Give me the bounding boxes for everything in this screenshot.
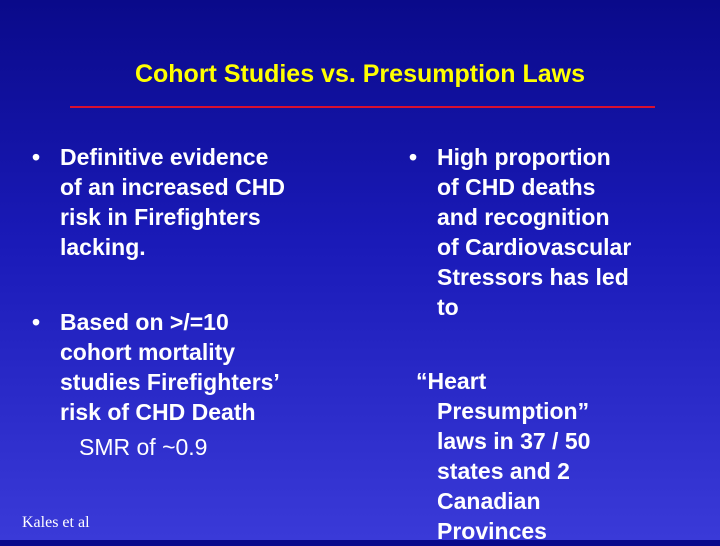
bullet-dot-icon: • bbox=[32, 309, 41, 335]
smr-value: SMR of ~0.9 bbox=[79, 434, 208, 460]
text-line: Stressors has led bbox=[437, 264, 629, 290]
text-line: Provinces bbox=[437, 518, 547, 544]
left-bullet-1 bbox=[32, 142, 350, 262]
text-line: Definitive evidence bbox=[60, 144, 269, 170]
text-line: risk of CHD Death bbox=[60, 399, 256, 425]
text-line: and recognition bbox=[437, 204, 610, 230]
bullet-dot-icon: • bbox=[32, 144, 41, 170]
bullet-dot-icon: • bbox=[409, 144, 418, 170]
text-line: of Cardiovascular bbox=[437, 234, 632, 260]
heart-presumption-note bbox=[416, 366, 676, 546]
text-line: studies Firefighters’ bbox=[60, 369, 280, 395]
source-credit: Kales et al bbox=[22, 514, 90, 531]
text-line: “Heart bbox=[416, 368, 487, 394]
text-line: Presumption” bbox=[437, 398, 590, 424]
text-line: laws in 37 / 50 bbox=[437, 428, 591, 454]
left-bullet-2 bbox=[32, 307, 350, 427]
title-divider bbox=[70, 106, 655, 108]
text-line: lacking. bbox=[60, 234, 146, 260]
text-line: of an increased CHD bbox=[60, 174, 285, 200]
text-line: to bbox=[437, 294, 459, 320]
text-line: High proportion bbox=[437, 144, 611, 170]
text-line: states and 2 bbox=[437, 458, 570, 484]
right-bullet bbox=[409, 142, 697, 322]
text-line: of CHD deaths bbox=[437, 174, 596, 200]
text-line: risk in Firefighters bbox=[60, 204, 261, 230]
text-line: Canadian bbox=[437, 488, 541, 514]
text-line: cohort mortality bbox=[60, 339, 236, 365]
slide-title: Cohort Studies vs. Presumption Laws bbox=[134, 60, 586, 88]
text-line: Based on >/=10 bbox=[60, 309, 229, 335]
